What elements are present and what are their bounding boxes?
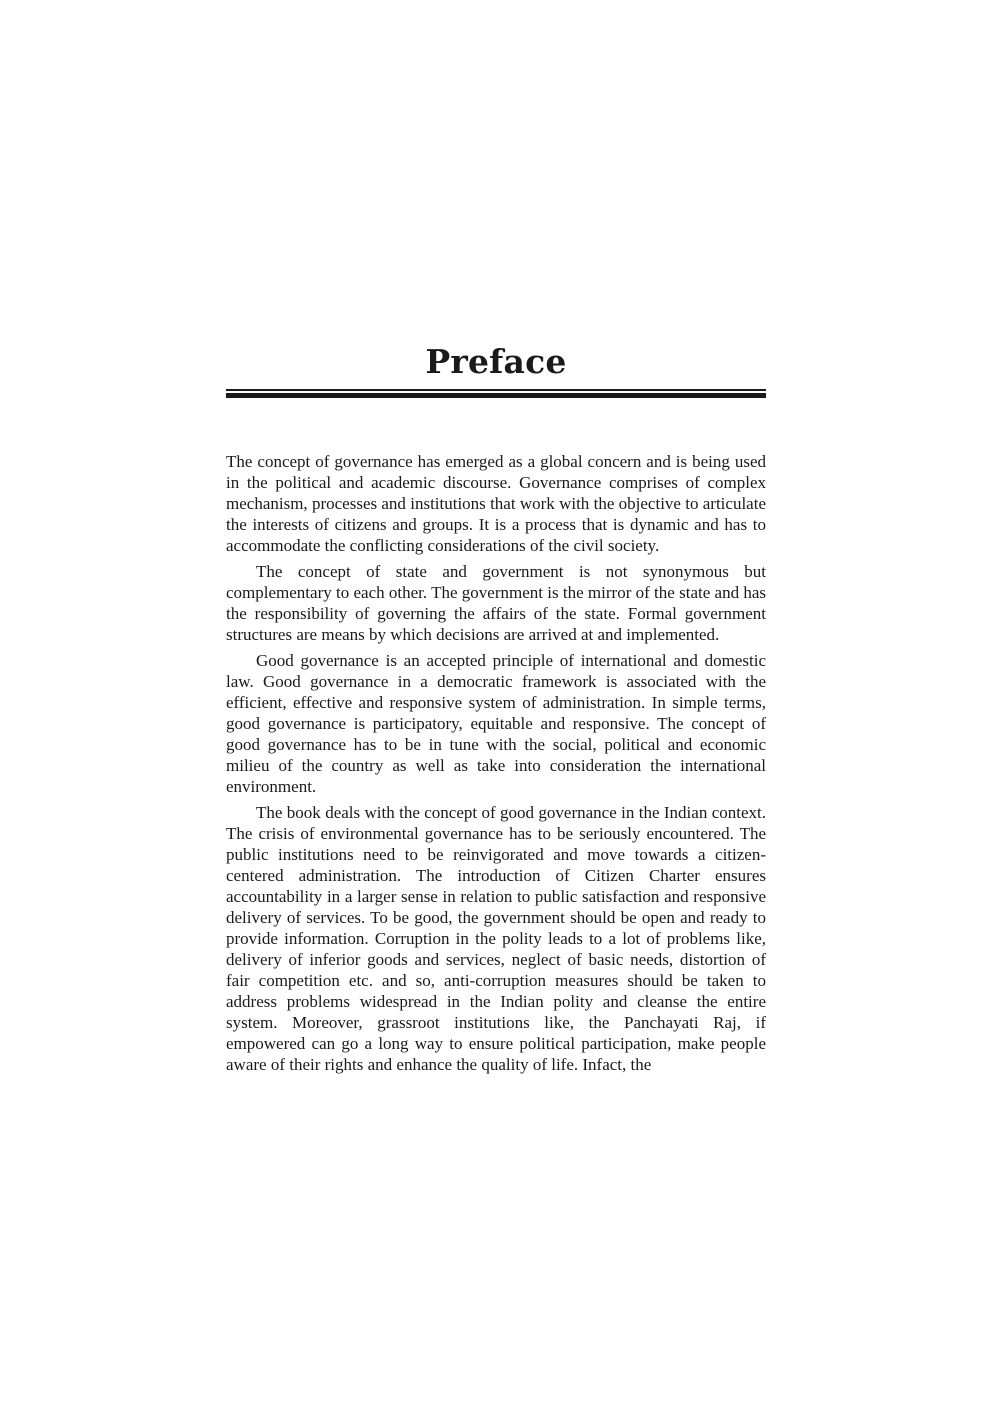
title-divider	[226, 389, 766, 400]
paragraph: The concept of state and government is not synonymous but complementary to each other. The government is the mirror of the state and has the responsibility of governing the affairs of the state. Formal government structures are means by which decisions are arrived at and implemented.	[226, 562, 766, 644]
page-title: Preface	[425, 342, 567, 381]
paragraph: The concept of governance has emerged as a global concern and is being used in the political and academic discourse. Governance comprises of complex mechanism, processes and institutions that work with the objective to articulate the interests of citizens and groups. It is a process that is dynamic and has to accommodate the conflicting considerations of the civil society.	[226, 452, 766, 555]
divider-thick-line	[226, 393, 766, 398]
divider-thin-line	[226, 389, 766, 391]
paragraph: The book deals with the concept of good governance in the Indian context. The crisis of environmental governance has to be seriously encountered. The public institutions need to be reinvigorated and move towards a citizen-centered administration. The introduction of Citizen Charter ensures accountability in a larger sense in relation to public satisfaction and responsive delivery of services. To be good, the government should be open and ready to provide information. Corruption in the polity leads to a lot of problems like, delivery of inferior goods and services, neglect of basic needs, distortion of fair competition etc. and so, anti-corruption measures should be taken to address problems widespread in the Indian polity and cleanse the entire system. Moreover, grassroot institutions like, the Panchayati Raj, if empowered can go a long way to ensure political participation, make people aware of their rights and enhance the quality of life. Infact, the	[226, 803, 766, 1074]
paragraph: Good governance is an accepted principle of international and domestic law. Good governance in a democratic framework is associated with the efficient, effective and responsive system of administration. In simple terms, good governance is participatory, equitable and responsive. The concept of good governance has to be in tune with the social, political and economic milieu of the country as well as take into consideration the international environment.	[226, 651, 766, 796]
preface-body	[226, 451, 766, 1075]
preface-page	[226, 340, 766, 1080]
